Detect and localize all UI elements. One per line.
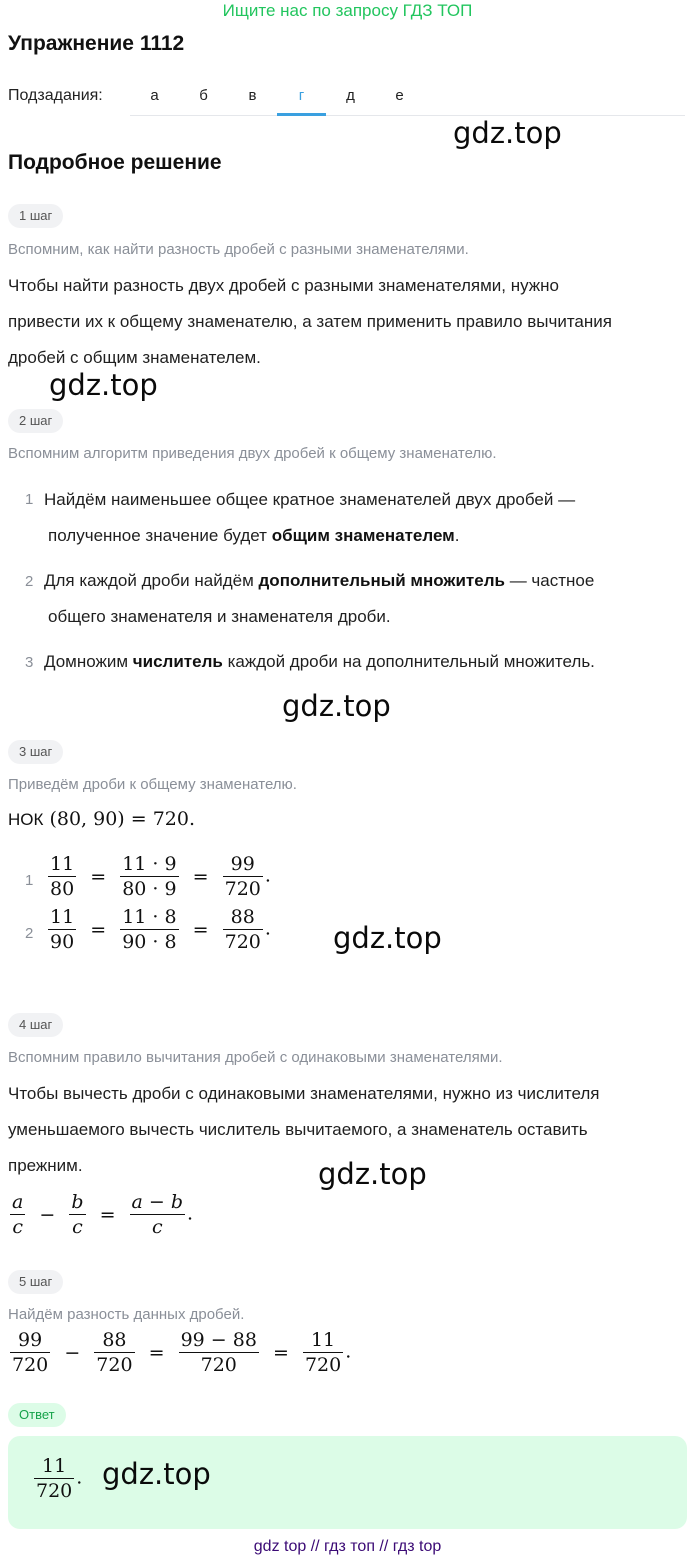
nok-label: НОК (8, 810, 44, 829)
subtask-tab-b[interactable]: б (199, 87, 208, 104)
step-4-badge: 4 шаг (8, 1013, 63, 1037)
fraction-row: $\frac{11}{90}$ = $\frac{11 \cdot 8}{90 \cdot 8}$ = $\frac{88}{720}$ . (50, 906, 271, 953)
list-item-line: Для каждой дроби найдём дополнительный множитель — частное (44, 571, 595, 590)
subtask-tab-e[interactable]: е (395, 87, 404, 104)
fraction-row: $\frac{11}{80}$ = $\frac{11 \cdot 9}{80 \cdot 9}$ = $\frac{99}{720}$ . (50, 853, 271, 900)
fraction: $\frac{99}{720}$ (224, 853, 261, 900)
nok-expression (8, 808, 195, 830)
top-banner[interactable]: Ищите нас по запросу ГДЗ ТОП (222, 1, 473, 20)
fraction: $\frac{11}{80}$ (50, 853, 75, 900)
footer-links[interactable]: gdz top // гдз топ // гдз top (253, 1538, 442, 1555)
fraction: $\frac{88}{720}$ (96, 1329, 133, 1376)
watermark: gdz.top (282, 689, 391, 723)
answer-badge: Ответ (8, 1403, 66, 1427)
fraction: $\frac{11}{90}$ (50, 906, 75, 953)
subtask-tab-v[interactable]: в (248, 87, 257, 104)
watermark: gdz.top (453, 116, 562, 150)
watermark: gdz.top (102, 1457, 211, 1491)
answer-value: $\frac{11}{720}$ . (36, 1455, 83, 1502)
step-4-line: Чтобы вычесть дроби с одинаковыми знаменателями, нужно из числителя (8, 1084, 600, 1103)
subtask-tab-d[interactable]: д (346, 87, 355, 104)
step-3-hint: Приведём дроби к общему знаменателю. (8, 776, 297, 793)
list-item (44, 644, 684, 680)
watermark: gdz.top (318, 1157, 427, 1191)
list-item (44, 482, 684, 554)
fraction: $\frac{a - b}{c}$ (131, 1191, 184, 1238)
fraction: $\frac{11 \cdot 9}{80 \cdot 9}$ (122, 853, 177, 900)
subtraction-rule-formula: $\frac{a}{c}$ − $\frac{b}{c}$ = $\frac{a - b}{c}$ . (12, 1191, 194, 1238)
list-number: 1 (25, 872, 34, 889)
watermark: gdz.top (333, 921, 442, 955)
list-number: 3 (25, 654, 34, 671)
fraction: $\frac{a}{c}$ (12, 1191, 24, 1238)
list-item-line: полученное значение будет общим знаменателем. (48, 526, 460, 545)
fraction: $\frac{99}{720}$ (12, 1329, 49, 1376)
list-item (44, 563, 684, 635)
step-1-line: привести их к общему знаменателю, а затем применить правило вычитания (8, 312, 612, 331)
subtask-tab-g-active[interactable]: г (277, 78, 326, 116)
step-2-badge: 2 шаг (8, 409, 63, 433)
section-title: Подробное решение (8, 151, 222, 174)
step-1-badge: 1 шаг (8, 204, 63, 228)
difference-calculation: $\frac{99}{720}$ − $\frac{88}{720}$ = $\frac{99 - 88}{720}$ = $\frac{11}{720}$ . (12, 1329, 352, 1376)
list-item-line: общего знаменателя и знаменателя дроби. (48, 607, 391, 626)
step-3-badge: 3 шаг (8, 740, 63, 764)
step-2-hint: Вспомним алгоритм приведения двух дробей к общему знаменателю. (8, 445, 497, 462)
list-item-line: Найдём наименьшее общее кратное знаменателей двух дробей — (44, 490, 576, 509)
step-1-line: дробей с общим знаменателем. (8, 348, 261, 367)
fraction: $\frac{11 \cdot 8}{90 \cdot 8}$ (122, 906, 177, 953)
fraction: $\frac{88}{720}$ (224, 906, 261, 953)
list-number: 2 (25, 573, 34, 590)
nok-value: (80, 90) = 720. (49, 808, 196, 830)
fraction: $\frac{99 - 88}{720}$ (180, 1329, 257, 1376)
step-4-hint: Вспомним правило вычитания дробей с одинаковыми знаменателями. (8, 1049, 503, 1066)
subtask-tab-a[interactable]: а (150, 87, 159, 104)
step-1-text (8, 268, 683, 376)
list-item-line: Домножим числитель каждой дроби на дополнительный множитель. (44, 652, 595, 671)
step-1-hint: Вспомним, как найти разность дробей с разными знаменателями. (8, 241, 469, 258)
step-4-line: прежним. (8, 1156, 83, 1175)
subtasks-tabs (130, 78, 685, 116)
step-4-line: уменьшаемого вычесть числитель вычитаемого, а знаменатель оставить (8, 1120, 588, 1139)
fraction: $\frac{11}{720}$ (304, 1329, 342, 1376)
list-number: 2 (25, 925, 34, 942)
fraction: $\frac{11}{720}$ (36, 1455, 73, 1502)
fraction: $\frac{b}{c}$ (71, 1191, 84, 1238)
subtasks-label: Подзадания: (8, 87, 103, 104)
step-1-line: Чтобы найти разность двух дробей с разными знаменателями, нужно (8, 276, 560, 295)
list-number: 1 (25, 491, 34, 508)
watermark: gdz.top (49, 368, 158, 402)
step-5-hint: Найдём разность данных дробей. (8, 1306, 245, 1323)
page-title: Упражнение 1112 (8, 32, 185, 55)
step-5-badge: 5 шаг (8, 1270, 63, 1294)
